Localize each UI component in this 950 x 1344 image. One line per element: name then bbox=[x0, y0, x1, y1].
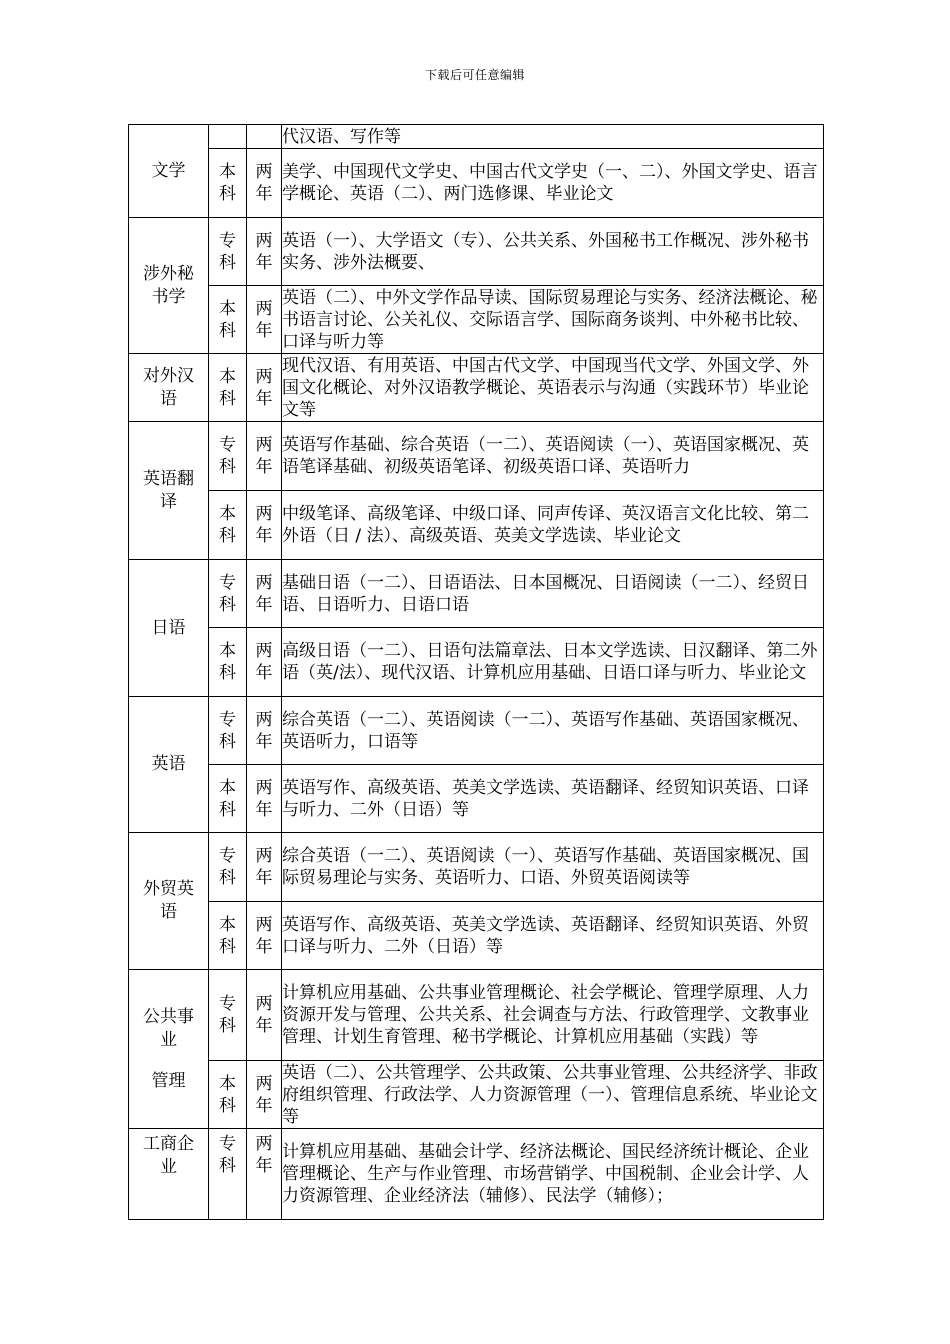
courses-cell: 综合英语（一二）、英语阅读（一二）、英语写作基础、英语国家概况、英语听力，口语等 bbox=[282, 697, 824, 765]
level-cell: 专 科 bbox=[209, 1129, 247, 1220]
courses-cell: 英语（二）、公共管理学、公共政策、公共事业管理、公共经济学、非政府组织管理、行政法学、人力资源管理（一）、管理信息系统、毕业论文等 bbox=[282, 1061, 824, 1129]
major-cell: 对外汉 语 bbox=[129, 354, 209, 422]
page-header: 下载后可任意编辑 bbox=[424, 68, 525, 82]
duration-cell: 两 年 bbox=[247, 491, 282, 560]
curriculum-table bbox=[128, 124, 824, 1220]
duration-cell: 两 年 bbox=[247, 833, 282, 902]
courses-cell: 高级日语（一二）、日语句法篇章法、日本文学选读、日汉翻译、第二外语（英/法）、现代汉语、计算机应用基础、日语口译与听力、毕业论文 bbox=[282, 628, 824, 697]
level-cell: 专 科 bbox=[209, 560, 247, 628]
duration-cell: 两 年 bbox=[247, 286, 282, 354]
level-cell bbox=[209, 125, 247, 149]
level-cell: 本 科 bbox=[209, 286, 247, 354]
courses-cell: 英语写作、高级英语、英美文学选读、英语翻译、经贸知识英语、外贸口译与听力、二外（日语）等 bbox=[282, 902, 824, 970]
duration-cell: 两 年 bbox=[247, 902, 282, 970]
level-cell: 本 科 bbox=[209, 491, 247, 560]
level-cell: 专 科 bbox=[209, 697, 247, 765]
level-cell: 专 科 bbox=[209, 970, 247, 1061]
level-cell: 本 科 bbox=[209, 628, 247, 697]
table-row bbox=[129, 149, 824, 218]
major-cell: 英语翻 译 bbox=[129, 422, 209, 560]
courses-cell: 英语写作基础、综合英语（一二）、英语阅读（一）、英语国家概况、英语笔译基础、初级英语笔译、初级英语口译、英语听力 bbox=[282, 422, 824, 491]
table-row bbox=[129, 286, 824, 354]
courses-cell: 基础日语（一二）、日语语法、日本国概况、日语阅读（一二）、经贸日语、日语听力、日语口语 bbox=[282, 560, 824, 628]
duration-cell: 两 年 bbox=[247, 628, 282, 697]
table-row bbox=[129, 422, 824, 491]
courses-cell: 计算机应用基础、公共事业管理概论、社会学概论、管理学原理、人力资源开发与管理、公共关系、社会调查与方法、行政管理学、文教事业管理、计划生育管理、秘书学概论、计算机应用基础（实践）等 bbox=[282, 970, 824, 1061]
level-cell: 本 科 bbox=[209, 149, 247, 218]
courses-cell: 综合英语（一二）、英语阅读（一）、英语写作基础、英语国家概况、国际贸易理论与实务、英语听力、口语、外贸英语阅读等 bbox=[282, 833, 824, 902]
duration-cell: 两 年 bbox=[247, 970, 282, 1061]
table-row bbox=[129, 1129, 824, 1220]
duration-cell: 两 年 bbox=[247, 560, 282, 628]
duration-cell: 两 年 bbox=[247, 1129, 282, 1220]
major-cell: 外贸英 语 bbox=[129, 833, 209, 970]
table-row bbox=[129, 491, 824, 560]
table-row bbox=[129, 697, 824, 765]
courses-cell: 现代汉语、有用英语、中国古代文学、中国现当代文学、外国文学、外国文化概论、对外汉语教学概论、英语表示与沟通（实践环节）毕业论文等 bbox=[282, 354, 824, 422]
courses-cell: 中级笔译、高级笔译、中级口译、同声传译、英汉语言文化比较、第二外语（日 / 法）、高级英语、英美文学选读、毕业论文 bbox=[282, 491, 824, 560]
courses-cell: 英语写作、高级英语、英美文学选读、英语翻译、经贸知识英语、口译与听力、二外（日语）等 bbox=[282, 765, 824, 833]
courses-cell: 英语（一）、大学语文（专）、公共关系、外国秘书工作概况、涉外秘书实务、涉外法概要、 bbox=[282, 218, 824, 286]
major-cell: 工商企 业 bbox=[129, 1129, 209, 1220]
major-cell bbox=[129, 970, 209, 1129]
table-row bbox=[129, 833, 824, 902]
table-row bbox=[129, 1061, 824, 1129]
courses-cell: 英语（二）、中外文学作品导读、国际贸易理论与实务、经济法概论、秘书语言讨论、公关礼仪、交际语言学、国际商务谈判、中外秘书比较、口译与听力等 bbox=[282, 286, 824, 354]
level-cell: 本 科 bbox=[209, 902, 247, 970]
major-cell: 日语 bbox=[129, 560, 209, 697]
duration-cell: 两 年 bbox=[247, 422, 282, 491]
major-label-line1: 公共事 业 bbox=[143, 1006, 194, 1050]
table-row bbox=[129, 125, 824, 149]
duration-cell: 两 年 bbox=[247, 218, 282, 286]
duration-cell: 两 年 bbox=[247, 765, 282, 833]
courses-cell: 代汉语、写作等 bbox=[282, 125, 824, 149]
level-cell: 专 科 bbox=[209, 218, 247, 286]
duration-cell: 两 年 bbox=[247, 1061, 282, 1129]
major-label-line2: 管理 bbox=[151, 1070, 186, 1091]
major-cell: 文学 bbox=[129, 125, 209, 218]
table-row bbox=[129, 765, 824, 833]
level-cell: 本 科 bbox=[209, 354, 247, 422]
duration-cell: 两 年 bbox=[247, 697, 282, 765]
level-cell: 专 科 bbox=[209, 833, 247, 902]
table-row bbox=[129, 970, 824, 1061]
duration-cell: 两 年 bbox=[247, 354, 282, 422]
level-cell: 本 科 bbox=[209, 1061, 247, 1129]
table-row bbox=[129, 218, 824, 286]
courses-cell: 计算机应用基础、基础会计学、经济法概论、国民经济统计概论、企业管理概论、生产与作业管理、市场营销学、中国税制、企业会计学、人力资源管理、企业经济法（辅修）、民法学（辅修）； bbox=[282, 1129, 824, 1220]
table-row bbox=[129, 902, 824, 970]
duration-cell bbox=[247, 125, 282, 149]
duration-cell: 两 年 bbox=[247, 149, 282, 218]
major-cell: 英语 bbox=[129, 697, 209, 833]
table-row bbox=[129, 628, 824, 697]
level-cell: 本 科 bbox=[209, 765, 247, 833]
table-row bbox=[129, 354, 824, 422]
major-cell: 涉外秘 书学 bbox=[129, 218, 209, 354]
courses-cell: 美学、中国现代文学史、中国古代文学史（一、二）、外国文学史、语言学概论、英语（二）、两门选修课、毕业论文 bbox=[282, 149, 824, 218]
level-cell: 专 科 bbox=[209, 422, 247, 491]
table-row bbox=[129, 560, 824, 628]
